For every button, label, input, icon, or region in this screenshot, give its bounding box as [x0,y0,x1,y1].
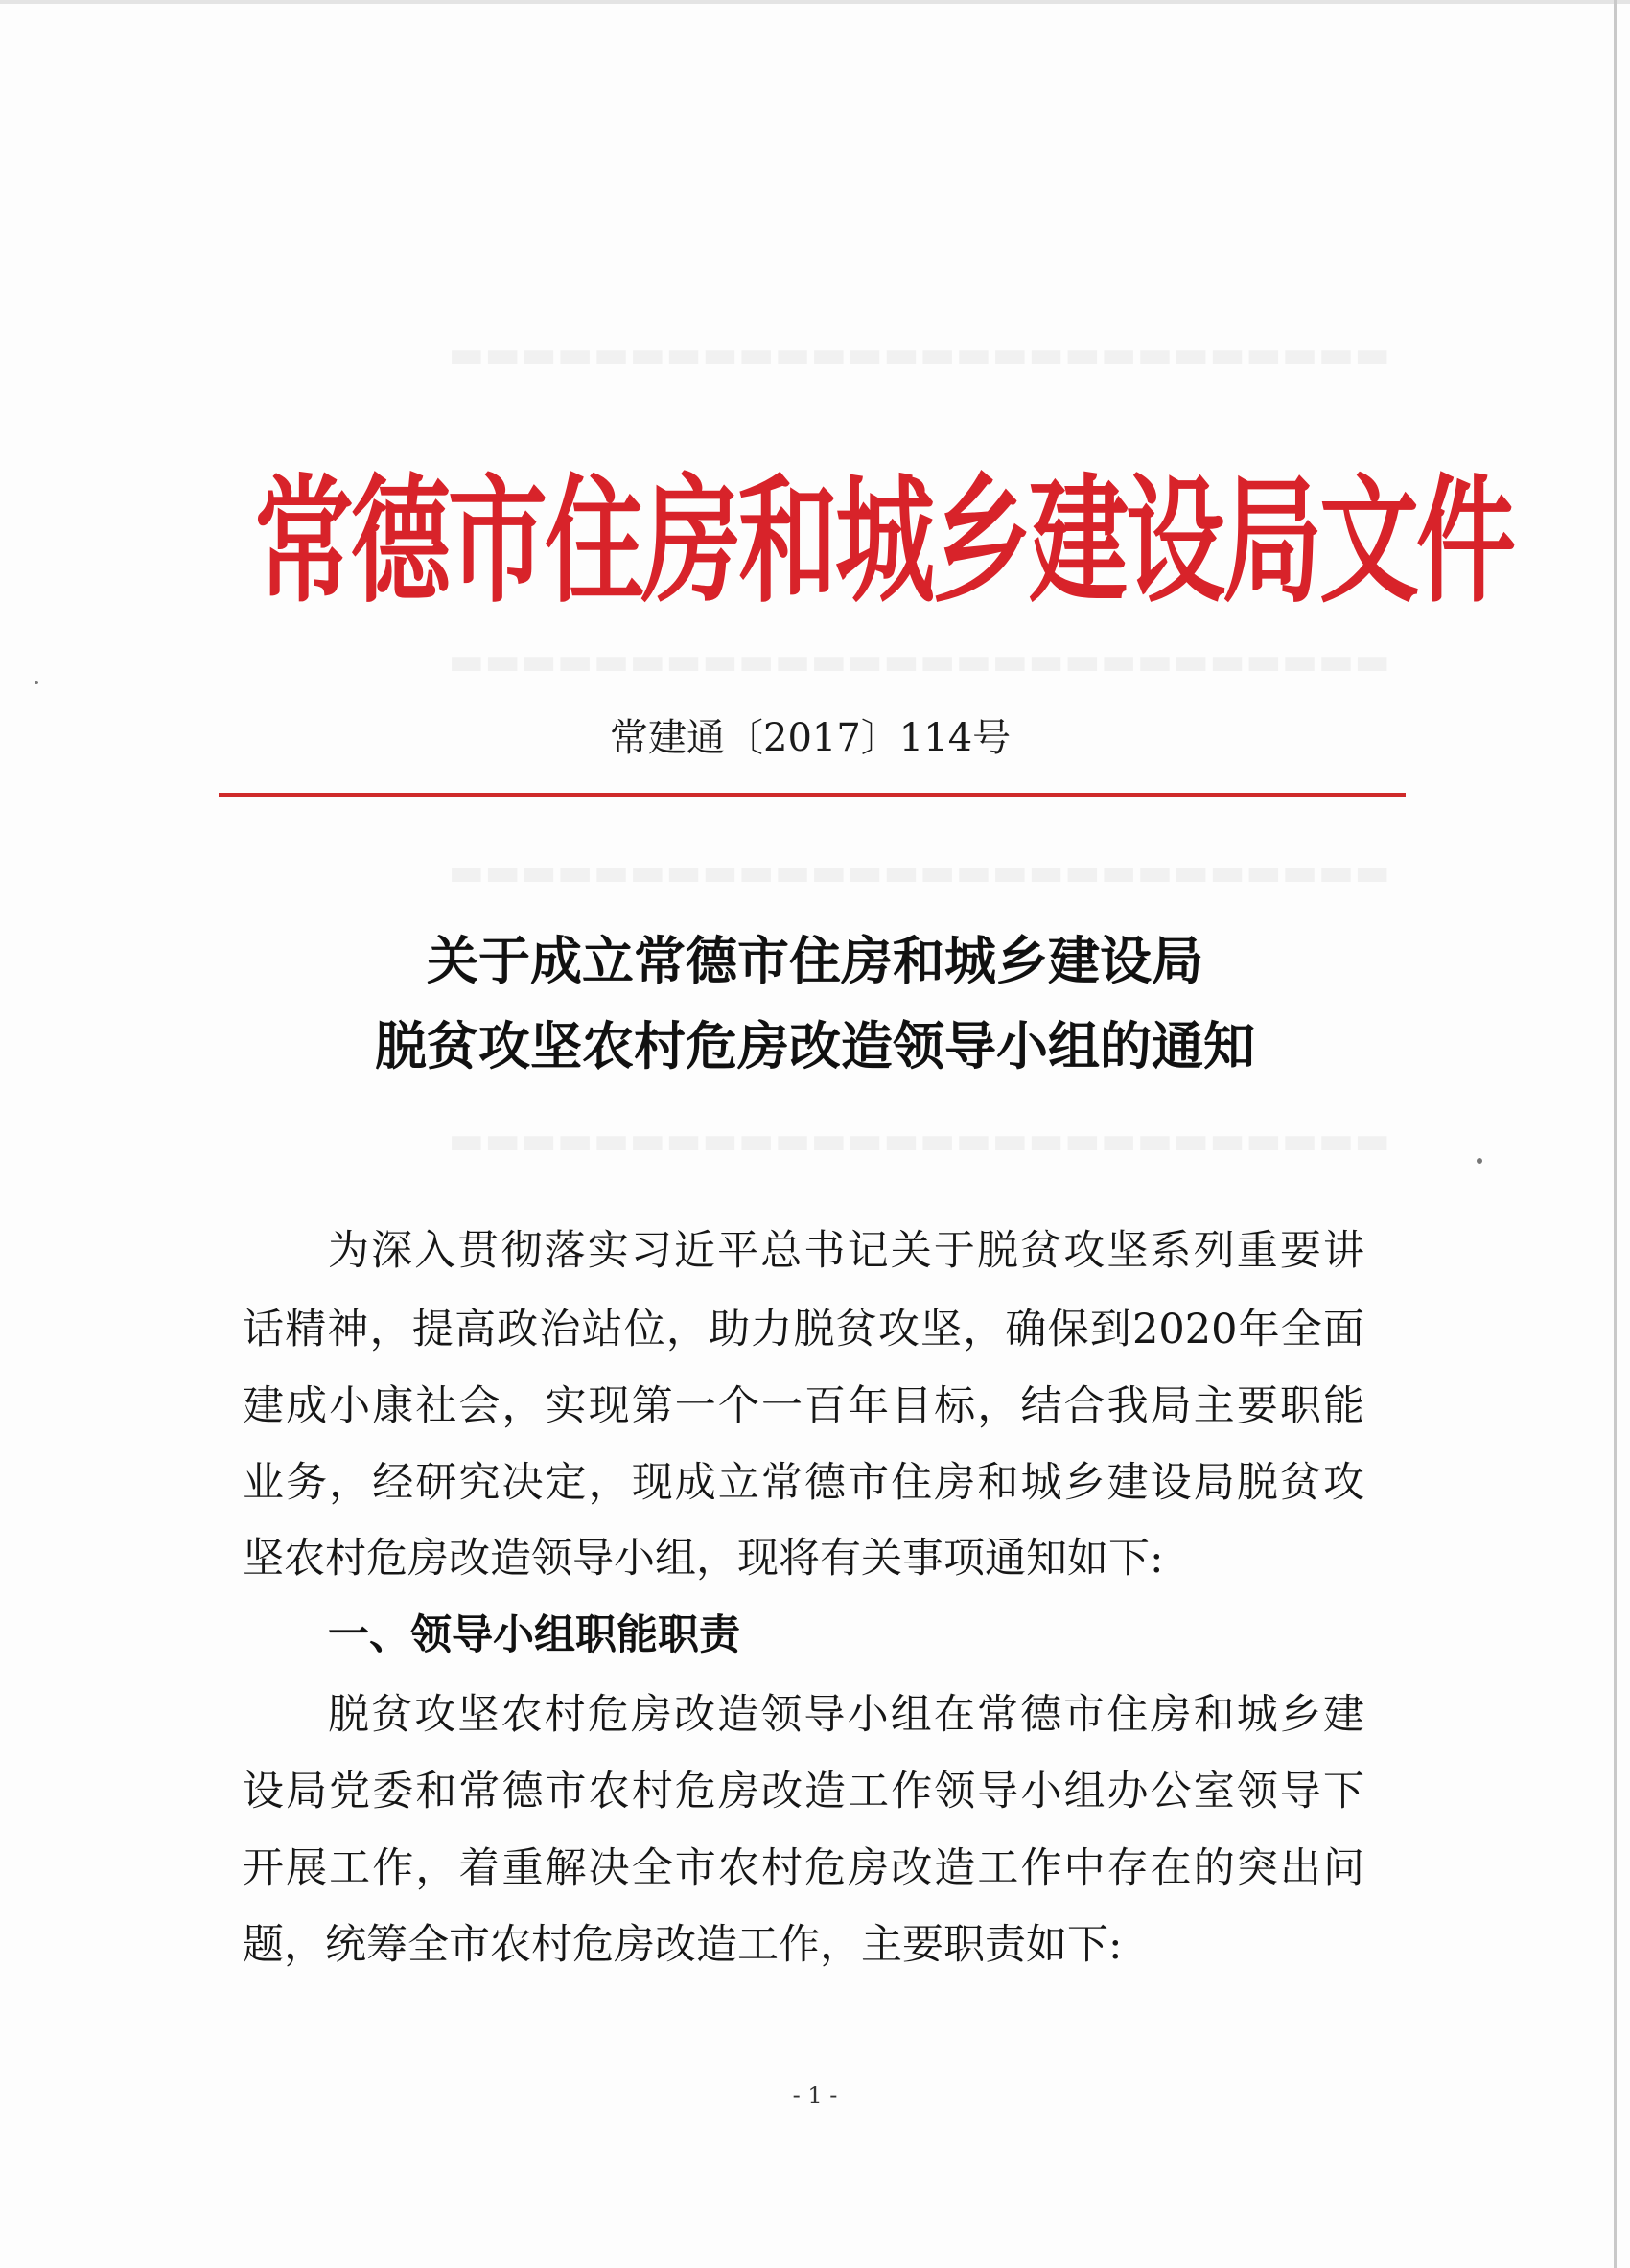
bleed-through-texture [278,1112,1390,1169]
body-paragraph-line: 坚农村危房改造领导小组，现将有关事项通知如下: [243,1535,1164,1583]
document-number: 常建通〔2017〕114号 [610,716,1012,760]
body-paragraph-line: 业务，经研究决定，现成立常德市住房和城乡建设局脱贫攻 [243,1459,1364,1507]
document-header-title: 常德市住房和城乡建设局文件 [254,460,1514,622]
scan-edge-top [0,0,1630,4]
section-heading: 一、领导小组职能职责 [328,1611,740,1659]
notice-title-line-1: 关于成立常德市住房和城乡建设局 [427,931,1203,991]
scan-speck [35,681,38,684]
notice-title-line-2: 脱贫攻坚农村危房改造领导小组的通知 [375,1016,1255,1076]
bleed-through-texture [278,844,1390,901]
header-red-rule [219,793,1406,797]
body-paragraph-line: 建成小康社会，实现第一个一百年目标，结合我局主要职能 [243,1382,1364,1430]
bleed-through-texture [278,633,1390,690]
scan-edge-right [1614,0,1617,2268]
body-paragraph-line: 开展工作，着重解决全市农村危房改造工作中存在的突出问 [243,1844,1364,1892]
body-paragraph-line: 题，统筹全市农村危房改造工作，主要职责如下: [243,1921,1123,1969]
body-paragraph-line: 脱贫攻坚农村危房改造领导小组在常德市住房和城乡建 [328,1691,1364,1739]
body-paragraph-line: 设局党委和常德市农村危房改造工作领导小组办公室领导下 [243,1768,1364,1816]
body-paragraph-line: 话精神，提高政治站位，助力脱贫攻坚，确保到2020年全面 [243,1306,1364,1354]
bleed-through-texture [278,326,1390,383]
page-number: - 1 - [792,2082,838,2109]
body-paragraph-line: 为深入贯彻落实习近平总书记关于脱贫攻坚系列重要讲 [328,1227,1364,1275]
scan-speck [1477,1158,1482,1164]
